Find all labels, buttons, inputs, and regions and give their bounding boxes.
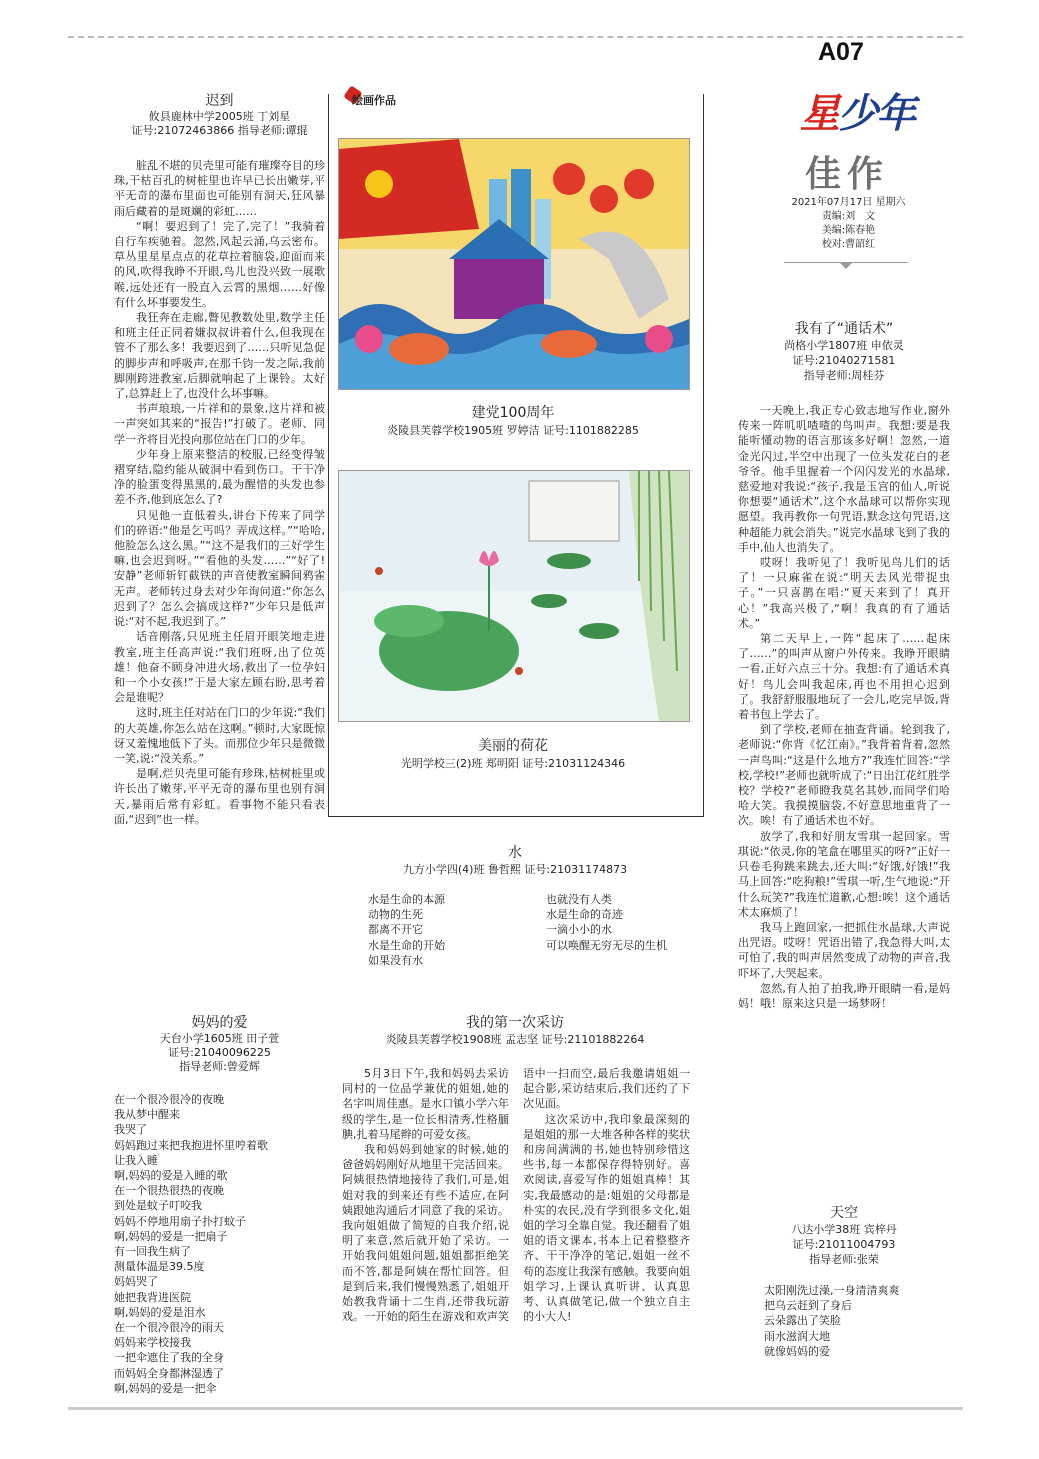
- poem-line: 动物的生死: [368, 908, 423, 922]
- poem-line: 在一个很冷很冷的夜晚: [114, 1093, 224, 1106]
- painting-author: 炎陵县芙蓉学校1905班 罗婷洁 证号:1101882285: [387, 424, 639, 437]
- poem-line: 妈妈哭了: [114, 1275, 158, 1289]
- article-teacher: 指导老师:曾爱辉: [179, 1060, 260, 1073]
- caption-party-centenary: [338, 402, 688, 438]
- painting-author: 光明学校三(2)班 郑明阳 证号:21031124346: [400, 757, 626, 770]
- poem-line: 她把我背进医院: [114, 1290, 191, 1304]
- article-cert: 证号:21040271581: [792, 354, 896, 367]
- paragraph: 到了学校,老师在抽查背诵。轮到我了,老师说:“你背《忆江南》。”我背着背着,忽然一声鸟叫:“这是什么地方?”我连忙回答:“学校,学校!”老师也就听成了:“日出江花红胜学校？学校?”老师瞪我莫名其妙,而同学们哈哈大笑。我摸摸脑袋,不好意思地重背了一次。唉！有了通话术也不好。: [738, 723, 950, 828]
- article-interview: [330, 1012, 700, 1047]
- section-title: 佳作: [805, 153, 890, 195]
- paragraph: 我和妈妈到她家的时候,她的爸爸妈妈刚好从地里干完活回来。阿姨很热情地接待了我们,可是,姐姐对我的到来还有些不适应,在阿姨跟她沟通后才同意了我的采访。我向姐姐做了简短的自我介绍,说明了来意,然后就开始了采访。一开始我问姐姐问题,姐姐都拒绝笑而不答,都是阿姨在帮忙回答。但是到后来,我们慢慢熟悉了,姐姐开始教我背诵十二生肖,还带我玩游戏。一开始的陌生在游戏和欢声笑语中一扫而空,最后我邀请姐姐一起合影,采访结束后,我们还约了下次见面。: [342, 1067, 690, 1324]
- paragraph: 少年身上原来整洁的校服,已经变得皱褶穿结,隐约能从破洞中看到伤口。干干净净的脸蛋变得黑黑的,最为醒惜的头发也参差不齐,他到底怎么了?: [114, 447, 325, 507]
- masthead-meta: [786, 196, 911, 252]
- article-title: 我的第一次采访: [466, 1015, 564, 1031]
- painting-party-centenary: [338, 138, 690, 390]
- paragraph: 一天晚上,我正专心致志地写作业,窗外传来一阵叽叽喳喳的鸟叫声。我想:要是我能听懂动物的语言那该多好啊！忽然,一道金光闪过,半空中出现了一位头发花白的老爷爷。他手里握着一个闪闪发光的水晶球,慈爱地对我说:“孩子,我是玉宫的仙人,听说你想要“通话术”,这个水晶球可以帮你实现愿望。我再教你一句咒语,默念这句咒语,这种超能力就会消失。”说完水晶球飞到了我的手中,仙人也消失了。: [738, 404, 950, 554]
- issue-date: 2021年07月17日 星期六: [791, 197, 906, 208]
- article-author: 八达小学38班 宾梓丹: [791, 1223, 897, 1236]
- poem-line: 我从梦中醒来: [114, 1108, 180, 1122]
- poem-line: 水是生命的开始: [368, 938, 445, 952]
- poem-line: 到处是蚊子叮咬我: [114, 1199, 202, 1213]
- poem-line: 如果没有水: [368, 953, 423, 967]
- poem-line: 我哭了: [114, 1123, 147, 1137]
- poem-line: 啊,妈妈的爱是泪水: [114, 1305, 206, 1319]
- paragraph: 哎呀！我听见了！我听见鸟儿们的话了！一只麻雀在说:“明天去风光带捉虫子。”一只喜鹊在唱:“夏天来到了！真开心！”我高兴极了,“啊！我真的有了通话术。”: [738, 556, 950, 630]
- interview-body: [342, 1066, 690, 1396]
- poem-line: 把乌云赶到了身后: [764, 1299, 852, 1313]
- paragraph: 是啊,烂贝壳里可能有珍珠,枯树桩里或许长出了嫩芽,平平无奇的瀑布里也别有洞天,暴雨后常有彩虹。看事物不能只看表面,“迟到”也一样。: [114, 767, 325, 826]
- page-number: A07: [818, 38, 864, 66]
- poem-line: 雨水滋润大地: [764, 1329, 830, 1343]
- painting-title: 美丽的荷花: [478, 738, 548, 754]
- article-author: 攸县鹿林中学2005班 丁刘星: [148, 110, 291, 123]
- paragraph: 书声琅琅,一片祥和的景象,这片祥和被一声突如其来的“报告!”打破了。老师、同学一齐将目光投向那位站在门口的少年。: [114, 402, 325, 446]
- paragraph: 话音刚落,只见班主任眉开眼笑地走进教室,班主任高声说:“我们班呀,出了位英雄！他奋不顾身冲进火场,救出了一位孕妇和一个小女孩!”于是大家左顾右盼,思考着会是谁呢？: [114, 630, 325, 705]
- poem-line: 云朵露出了笑脸: [764, 1314, 841, 1328]
- paragraph: 放学了,我和好朋友雪琪一起回家。雪琪说:“依灵,你的笔盒在哪里买的呀?”正好一只卷毛狗跳来跳去,还大叫:“好饿,好饿!”我马上回答:“吃狗粮!”雪琪一听,生气地说:“开什么玩笑?”我连忙道歉,心想:唉！这个通话术太麻烦了！: [738, 829, 950, 919]
- article-mother-love: [114, 1012, 325, 1396]
- poem-line: 在一个很冷很冷的雨天: [114, 1321, 224, 1335]
- poem-line: 啊,妈妈的爱是一把扇子: [114, 1229, 228, 1243]
- article-talk-magic: [738, 318, 950, 1011]
- article-body: [738, 403, 950, 1011]
- poem-line: 啊,妈妈的爱是入睡的歌: [114, 1169, 228, 1183]
- article-late: [114, 90, 325, 827]
- poem-line: 有一回我生病了: [114, 1245, 191, 1259]
- paragraph: 这次采访中,我印象最深刻的是姐姐的那一大堆各种各样的奖状和房间满满的书,她也特别珍惜这些书,每一本都保存得特别好。喜欢阅读,喜爱写作的姐姐真棒！其实,我最感动的是:姐姐的父母都是朴实的农民,没有学到很多文化,姐姐的学习全靠自觉。我还翻看了姐姐的语文课本,书本上记着整整齐齐、干干净净的笔记,姐姐一丝不苟的态度让我深有感触。我要向姐姐学习,上课认真听讲、认真思考、认真做笔记,做一个独立自主的小大人!: [523, 1112, 690, 1324]
- poem-body: [114, 1092, 325, 1396]
- article-title: 水: [508, 845, 522, 861]
- paintings-tag: 绘画作品: [352, 94, 396, 107]
- article-author: 天台小学1605班 田子萱: [159, 1032, 280, 1045]
- poem-line: 而妈妈全身都淋湿透了: [114, 1366, 224, 1380]
- poem-line: 一把伞遮住了我的全身: [114, 1351, 224, 1365]
- article-title: 迟到: [205, 93, 234, 109]
- article-author: 九方小学四(4)班 鲁哲熙 证号:21031174873: [402, 863, 628, 876]
- paragraph: 我狂奔在走廊,瞥见教数处里,数学主任和班主任正同着嫌叔叔讲着什么,但我现在管不了那么多！我要迟到了……只听见急促的脚步声和呼吸声,在那千钧一发之际,我前脚刚跨进教室,后脚就响起了上课铃。太好了,总算赶上了,也没什么坏事嘛。: [114, 311, 325, 401]
- article-author: 尚格小学1807班 申依灵: [784, 339, 904, 352]
- article-cert: 证号:21040096225: [168, 1046, 271, 1059]
- painting-lotus-art: [339, 471, 689, 721]
- article-sky: [738, 1202, 950, 1359]
- paragraph: 我马上跑回家,一把抓住水晶球,大声说出咒语。哎呀！咒语出错了,我急得大叫,太可怕了,我的叫声居然变成了动物的声音,我吓坏了,大哭起来。: [738, 920, 950, 980]
- caption-lotus: [338, 735, 688, 771]
- article-cert: 证号:21072463866 指导老师:谭琨: [131, 124, 308, 137]
- article-author: 炎陵县芙蓉学校1908班 孟志坚 证号:21101882264: [385, 1033, 645, 1046]
- poem-line: 在一个很热很热的夜晚: [114, 1184, 224, 1198]
- article-title: 我有了“通话术”: [794, 321, 894, 337]
- article-teacher: 指导老师:张荣: [809, 1253, 879, 1266]
- proof-credit: 校对:曹韶红: [821, 239, 876, 250]
- painting-lotus: [338, 470, 690, 722]
- poem-line: 让我入睡: [114, 1153, 158, 1167]
- editor-credit: 责编:刘 文: [821, 211, 876, 222]
- paragraph: “啊！要迟到了！完了,完了！”我骑着自行车疾驰着。忽然,风起云涌,乌云密布。草丛里星星点点的花草拉着脑袋,迎面而来的风,吹得我睁不开眼,鸟儿也没兴致一展歌喉,远处还有一股直入云霄的黑烟……好像有什么坏事要发生。: [114, 219, 325, 309]
- paragraph: 忽然,有人拍了拍我,睁开眼睛一看,是妈妈！哦！原来这只是一场梦呀！: [738, 981, 950, 1010]
- poem-line: 妈妈不停地用扇子扑打蚊子: [114, 1214, 246, 1228]
- poem-line: 都离不开它: [368, 923, 423, 937]
- water-poem-col1: [368, 892, 445, 968]
- painting-title: 建党100周年: [471, 405, 555, 421]
- water-poem-col2: [546, 892, 667, 953]
- masthead-logo: 星少年: [800, 91, 914, 137]
- article-title: 妈妈的爱: [191, 1015, 248, 1031]
- painting-party-centenary-art: [339, 139, 689, 389]
- designer-credit: 美编:陈春艳: [821, 225, 876, 236]
- bottom-rule: [68, 1407, 963, 1410]
- poem-line: 也就没有人类: [546, 893, 612, 906]
- poem-line: 水是生命的本源: [368, 893, 445, 906]
- paragraph: 这时,班主任对站在门口的少年说:“我们的大英雄,你怎么站在这啊。”顿时,大家既惊讶又羞愧地低下了头。而那位少年只是微微一笑,说:“没关系。”: [114, 706, 325, 765]
- poem-line: 妈妈跑过来把我抱进怀里哼着歌: [114, 1138, 268, 1152]
- poem-line: 水是生命的奇迹: [546, 908, 623, 922]
- article-water: [330, 842, 700, 877]
- meta-divider-notch: [839, 262, 853, 269]
- poem-line: 测量体温是39.5度: [114, 1260, 205, 1274]
- paragraph: 脏乱不堪的贝壳里可能有璀璨夺目的珍珠,干枯百孔的树桩里也许早已长出嫩芽,平平无奇的瀑布里面也可能别有洞天,狂风暴雨后藏着的是斑斓的彩虹……: [114, 159, 325, 218]
- poem-line: 啊,妈妈的爱是一把伞: [114, 1381, 217, 1395]
- poem-line: 一滴小小的水: [546, 923, 612, 937]
- poem-line: 就像妈妈的爱: [764, 1344, 830, 1358]
- article-teacher: 指导老师:周桂芬: [803, 369, 885, 382]
- paragraph: 5月3日下午,我和妈妈去采访同村的一位品学兼优的姐姐,她的名字叫周佳惠。是水口镇小学六年级的学生,是一位长相清秀,性格腼腆,扎着马尾辫的可爱女孩。: [342, 1067, 509, 1141]
- paragraph: 只见他一直低着头,讲台下传来了同学们的碎语:“他是乞丐吗？弄成这样。”“哈哈,他脸怎么这么黑。”“这不是我们的三好学生嘛,也会迟到呀。”“看他的头发……”“好了!安静”老师斩钉截铁的声音使教室瞬间鸦雀无声。老师转过身去对少年询问道:“你怎么迟到了？怎么会搞成这样?”少年只是低声说:“对不起,我迟到了。”: [114, 508, 325, 629]
- article-title: 天空: [830, 1205, 858, 1221]
- article-cert: 证号:21011004793: [792, 1238, 896, 1251]
- paragraph: 第二天早上,一阵“起床了……起床了……”的叫声从窗户外传来。我睁开眼睛一看,正好六点三十分。我想:有了通话术真好！鸟儿会叫我起床,再也不用担心迟到了。我舒舒服服地玩了一会儿,吃完早饭,背着书包上学去了。: [738, 632, 950, 722]
- poem-body: [738, 1283, 950, 1359]
- poem-line: 妈妈来学校接我: [114, 1336, 191, 1350]
- poem-line: 太阳刚洗过澡,一身清清爽爽: [764, 1284, 900, 1297]
- article-body: [114, 158, 325, 827]
- poem-line: 可以唤醒无穷无尽的生机: [546, 938, 667, 952]
